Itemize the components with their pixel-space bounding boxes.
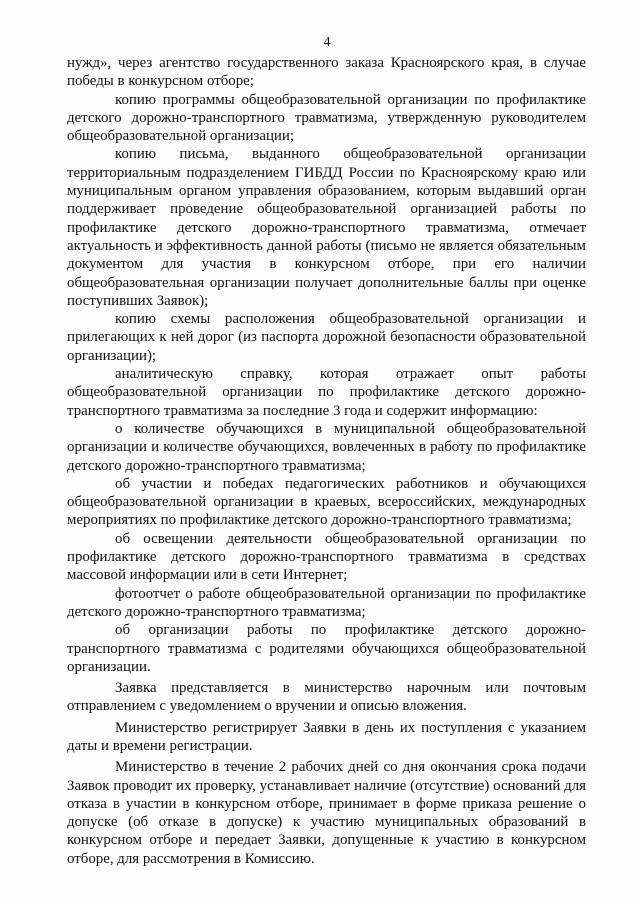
page-number: 4 xyxy=(323,35,331,50)
paragraph-program-copy: копию программы общеобразовательной организации по профилактике детского дорожно-транспортного травматизма, утвержденную руководителем общеобразовательной организации; xyxy=(67,91,586,145)
paragraph-photo-report: фотоотчет о работе общеобразовательной организации по профилактике детского дорожно-транспортного травматизма; xyxy=(67,585,586,620)
paragraph-students-count: о количестве обучающихся в муниципальной общеобразовательной организации и количестве обучающихся, вовлеченных в работу по профилактике детского дорожно-транспортного травматизма; xyxy=(67,420,586,474)
paragraph-registration: Министерство регистрирует Заявки в день их поступления с указанием даты и времени регистрации. xyxy=(67,719,586,754)
paragraph-participation: об участии и победах педагогических работников и обучающихся общеобразовательной организации в краевых, всероссийских, международных мероприятиях по профилактике детского дорожно-транспортного травматизма; xyxy=(67,475,586,529)
paragraph-media-coverage: об освещении деятельности общеобразовательной организации по профилактике детского дорожно-транспортного травматизма в средствах массовой информации или в сети Интернет; xyxy=(67,530,586,584)
paragraph-submission: Заявка представляется в министерство нарочным или почтовым отправлением с уведомлением о вручении и описью вложения. xyxy=(67,680,586,715)
paragraph-letter-copy: копию письма, выданного общеобразовательной организации территориальным подразделением ГИБДД России по Красноярскому краю или муниципальным органом управления образованием, которым выдавший орган поддерживает проведение общеобразовательной организацией работы по профилактике детского дорожно-транспортного травматизма, отмечает актуальность и эффективность данной работы (письмо не является обязательным документом для участия в конкурсном отборе, при его наличии общеобразовательная организации получает дополнительные баллы при оценке поступивших Заявок); xyxy=(67,146,586,309)
paragraph-continuation: нужд», через агентство государственного заказа Красноярского края, в случае победы в конкурсном отборе; xyxy=(67,55,586,90)
paragraph-parents-work: об организации работы по профилактике детского дорожно-транспортного травматизма с родителями обучающихся общеобразовательной организации. xyxy=(67,622,586,675)
paragraph-review: Министерство в течение 2 рабочих дней со дня окончания срока подачи Заявок проводит их проверку, устанавливает наличие (отсутствие) оснований для отказа в участии в конкурсном отборе, принимает в форме приказа решение о допуске (об отказе в допуске) к участию муниципальных образований в конкурсном отборе и передает Заявки, допущенные к участию в конкурсном отборе, для рассмотрения в Комиссию. xyxy=(67,759,586,867)
paragraph-scheme-copy: копию схемы расположения общеобразовательной организации и прилегающих к ней дорог (из паспорта дорожной безопасности образовательной организации); xyxy=(67,311,586,364)
paragraph-analytic-report: аналитическую справку, которая отражает опыт работы общеобразовательной организации по профилактике детского дорожно-транспортного травматизма за последние 3 года и содержит информацию: xyxy=(67,366,586,419)
document-body xyxy=(67,54,586,868)
